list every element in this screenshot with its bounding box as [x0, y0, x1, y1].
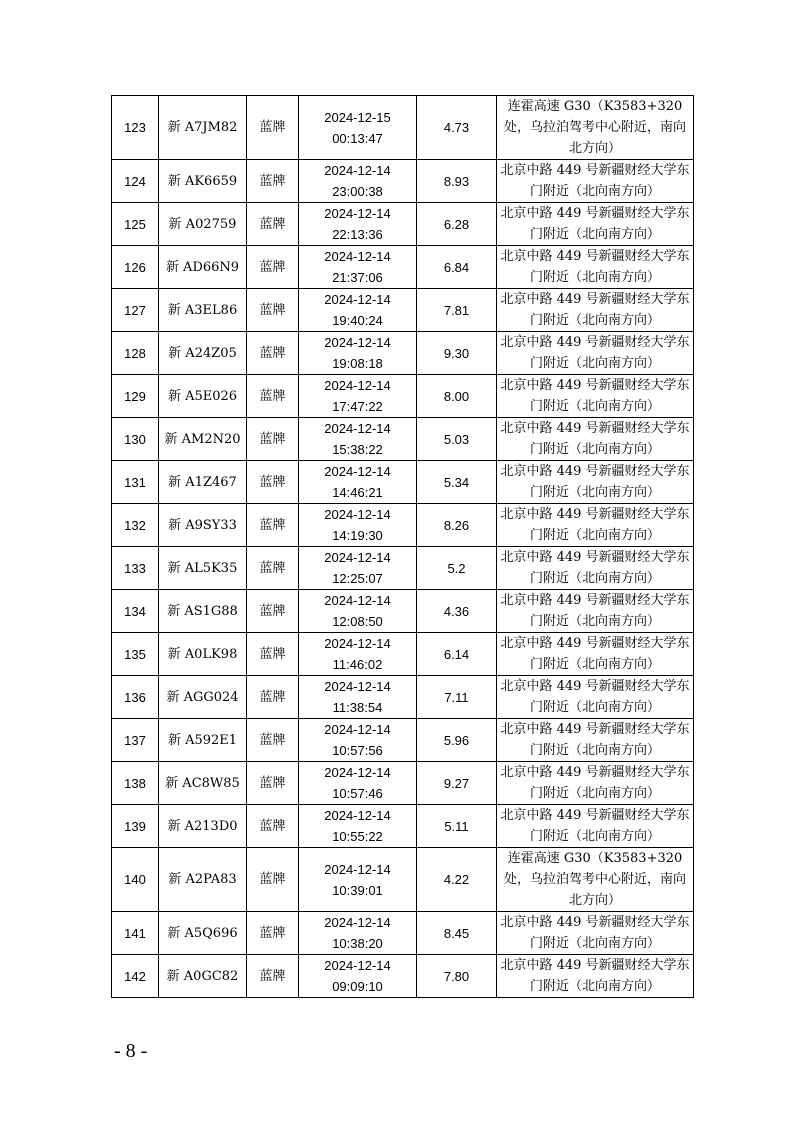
table-row [112, 203, 694, 246]
datetime-cell [299, 332, 417, 375]
location-cell: 北京中路 449 号新疆财经大学东门附近（北向南方向） [497, 547, 694, 590]
row-number-cell: 129 [112, 375, 159, 418]
plate-number-cell: 新 A5E026 [159, 375, 247, 418]
datetime-cell [299, 461, 417, 504]
row-number-cell: 139 [112, 805, 159, 848]
row-number-cell: 141 [112, 912, 159, 955]
value-cell: 9.27 [417, 762, 497, 805]
row-number-cell: 137 [112, 719, 159, 762]
datetime-cell [299, 805, 417, 848]
table-row [112, 633, 694, 676]
plate-color-cell: 蓝牌 [247, 375, 299, 418]
location-cell: 北京中路 449 号新疆财经大学东门附近（北向南方向） [497, 332, 694, 375]
plate-number-cell: 新 AC8W85 [159, 762, 247, 805]
location-cell: 北京中路 449 号新疆财经大学东门附近（北向南方向） [497, 160, 694, 203]
datetime-cell [299, 246, 417, 289]
row-number-cell: 125 [112, 203, 159, 246]
location-cell: 北京中路 449 号新疆财经大学东门附近（北向南方向） [497, 719, 694, 762]
table-row [112, 848, 694, 912]
table-row [112, 332, 694, 375]
date-text: 2024-12-14 [324, 915, 391, 930]
datetime-cell [299, 955, 417, 998]
location-cell: 北京中路 449 号新疆财经大学东门附近（北向南方向） [497, 590, 694, 633]
value-cell: 6.28 [417, 203, 497, 246]
plate-number-cell: 新 A1Z467 [159, 461, 247, 504]
plate-color-cell: 蓝牌 [247, 203, 299, 246]
plate-number-cell: 新 A0GC82 [159, 955, 247, 998]
table-row [112, 246, 694, 289]
plate-color-cell: 蓝牌 [247, 332, 299, 375]
table-row [112, 805, 694, 848]
plate-number-cell: 新 A213D0 [159, 805, 247, 848]
plate-color-cell: 蓝牌 [247, 246, 299, 289]
date-text: 2024-12-14 [324, 378, 391, 393]
value-cell: 7.81 [417, 289, 497, 332]
date-text: 2024-12-14 [324, 636, 391, 651]
value-cell: 9.30 [417, 332, 497, 375]
table-row [112, 418, 694, 461]
plate-number-cell: 新 A24Z05 [159, 332, 247, 375]
plate-color-cell: 蓝牌 [247, 96, 299, 160]
plate-number-cell: 新 A7JM82 [159, 96, 247, 160]
datetime-cell [299, 375, 417, 418]
time-text: 11:46:02 [332, 657, 383, 672]
table-row [112, 912, 694, 955]
value-cell: 5.34 [417, 461, 497, 504]
location-cell: 北京中路 449 号新疆财经大学东门附近（北向南方向） [497, 912, 694, 955]
row-number-cell: 132 [112, 504, 159, 547]
time-text: 23:00:38 [332, 184, 383, 199]
plate-color-cell: 蓝牌 [247, 762, 299, 805]
table-row [112, 504, 694, 547]
plate-number-cell: 新 AS1G88 [159, 590, 247, 633]
date-text: 2024-12-14 [324, 206, 391, 221]
table-row [112, 289, 694, 332]
time-text: 10:39:01 [332, 882, 383, 898]
plate-color-cell: 蓝牌 [247, 461, 299, 504]
location-cell: 北京中路 449 号新疆财经大学东门附近（北向南方向） [497, 289, 694, 332]
row-number-cell: 138 [112, 762, 159, 805]
value-cell: 8.93 [417, 160, 497, 203]
plate-number-cell: 新 A9SY33 [159, 504, 247, 547]
violation-records-table [111, 95, 694, 998]
row-number-cell: 131 [112, 461, 159, 504]
plate-color-cell: 蓝牌 [247, 719, 299, 762]
plate-number-cell: 新 AD66N9 [159, 246, 247, 289]
value-cell: 8.00 [417, 375, 497, 418]
time-text: 19:08:18 [332, 356, 383, 371]
value-cell: 5.11 [417, 805, 497, 848]
value-cell: 7.11 [417, 676, 497, 719]
row-number-cell: 130 [112, 418, 159, 461]
value-cell: 6.84 [417, 246, 497, 289]
date-text: 2024-12-14 [324, 679, 391, 694]
datetime-cell [299, 504, 417, 547]
value-cell: 4.22 [417, 848, 497, 912]
table-body [112, 96, 694, 998]
datetime-cell [299, 96, 417, 160]
datetime-cell [299, 289, 417, 332]
plate-color-cell: 蓝牌 [247, 160, 299, 203]
plate-color-cell: 蓝牌 [247, 289, 299, 332]
datetime-cell [299, 762, 417, 805]
datetime-cell [299, 547, 417, 590]
plate-color-cell: 蓝牌 [247, 848, 299, 912]
row-number-cell: 124 [112, 160, 159, 203]
value-cell: 5.96 [417, 719, 497, 762]
plate-number-cell: 新 A592E1 [159, 719, 247, 762]
time-text: 11:38:54 [332, 700, 383, 715]
location-cell: 连霍高速 G30（K3583+320 处，乌拉泊驾考中心附近，南向北方向） [497, 96, 694, 160]
plate-color-cell: 蓝牌 [247, 676, 299, 719]
value-cell: 6.14 [417, 633, 497, 676]
date-text: 2024-12-14 [324, 464, 391, 479]
value-cell: 5.2 [417, 547, 497, 590]
row-number-cell: 135 [112, 633, 159, 676]
time-text: 15:38:22 [332, 442, 383, 457]
plate-number-cell: 新 A2PA83 [159, 848, 247, 912]
location-cell: 北京中路 449 号新疆财经大学东门附近（北向南方向） [497, 246, 694, 289]
time-text: 10:38:20 [332, 936, 383, 951]
time-text: 14:19:30 [332, 528, 383, 543]
datetime-cell [299, 160, 417, 203]
table-row [112, 160, 694, 203]
time-text: 21:37:06 [332, 270, 383, 285]
table-row [112, 96, 694, 160]
location-cell: 连霍高速 G30（K3583+320 处，乌拉泊驾考中心附近，南向北方向） [497, 848, 694, 912]
plate-color-cell: 蓝牌 [247, 418, 299, 461]
time-text: 19:40:24 [332, 313, 383, 328]
plate-number-cell: 新 A0LK98 [159, 633, 247, 676]
date-text: 2024-12-14 [324, 808, 391, 823]
location-cell: 北京中路 449 号新疆财经大学东门附近（北向南方向） [497, 504, 694, 547]
plate-color-cell: 蓝牌 [247, 633, 299, 676]
date-text: 2024-12-14 [324, 421, 391, 436]
date-text: 2024-12-14 [324, 249, 391, 264]
date-text: 2024-12-14 [324, 507, 391, 522]
date-text: 2024-12-15 [324, 109, 391, 125]
date-text: 2024-12-14 [324, 765, 391, 780]
date-text: 2024-12-14 [324, 292, 391, 307]
plate-number-cell: 新 A3EL86 [159, 289, 247, 332]
datetime-cell [299, 418, 417, 461]
time-text: 14:46:21 [332, 485, 383, 500]
plate-number-cell: 新 A02759 [159, 203, 247, 246]
table-row [112, 955, 694, 998]
date-text: 2024-12-14 [324, 593, 391, 608]
datetime-cell [299, 912, 417, 955]
datetime-cell [299, 848, 417, 912]
datetime-cell [299, 633, 417, 676]
time-text: 12:25:07 [332, 571, 383, 586]
plate-color-cell: 蓝牌 [247, 912, 299, 955]
plate-color-cell: 蓝牌 [247, 547, 299, 590]
table-row [112, 590, 694, 633]
plate-number-cell: 新 AM2N20 [159, 418, 247, 461]
page-number: - 8 - [114, 1040, 148, 1062]
plate-number-cell: 新 AL5K35 [159, 547, 247, 590]
row-number-cell: 133 [112, 547, 159, 590]
row-number-cell: 136 [112, 676, 159, 719]
plate-color-cell: 蓝牌 [247, 955, 299, 998]
value-cell: 8.26 [417, 504, 497, 547]
datetime-cell [299, 676, 417, 719]
value-cell: 4.73 [417, 96, 497, 160]
row-number-cell: 134 [112, 590, 159, 633]
table-row [112, 461, 694, 504]
table-row [112, 719, 694, 762]
time-text: 09:09:10 [332, 979, 383, 994]
plate-number-cell: 新 AGG024 [159, 676, 247, 719]
plate-color-cell: 蓝牌 [247, 504, 299, 547]
table-row [112, 547, 694, 590]
row-number-cell: 128 [112, 332, 159, 375]
date-text: 2024-12-14 [324, 722, 391, 737]
location-cell: 北京中路 449 号新疆财经大学东门附近（北向南方向） [497, 805, 694, 848]
row-number-cell: 127 [112, 289, 159, 332]
value-cell: 4.36 [417, 590, 497, 633]
datetime-cell [299, 590, 417, 633]
row-number-cell: 126 [112, 246, 159, 289]
time-text: 00:13:47 [332, 130, 383, 146]
plate-number-cell: 新 AK6659 [159, 160, 247, 203]
value-cell: 8.45 [417, 912, 497, 955]
location-cell: 北京中路 449 号新疆财经大学东门附近（北向南方向） [497, 203, 694, 246]
time-text: 10:57:46 [332, 786, 383, 801]
location-cell: 北京中路 449 号新疆财经大学东门附近（北向南方向） [497, 418, 694, 461]
date-text: 2024-12-14 [324, 861, 391, 877]
table-row [112, 762, 694, 805]
value-cell: 7.80 [417, 955, 497, 998]
table-row [112, 676, 694, 719]
plate-number-cell: 新 A5Q696 [159, 912, 247, 955]
location-cell: 北京中路 449 号新疆财经大学东门附近（北向南方向） [497, 762, 694, 805]
row-number-cell: 123 [112, 96, 159, 160]
location-cell: 北京中路 449 号新疆财经大学东门附近（北向南方向） [497, 955, 694, 998]
table-row [112, 375, 694, 418]
plate-color-cell: 蓝牌 [247, 805, 299, 848]
row-number-cell: 140 [112, 848, 159, 912]
date-text: 2024-12-14 [324, 335, 391, 350]
date-text: 2024-12-14 [324, 163, 391, 178]
row-number-cell: 142 [112, 955, 159, 998]
time-text: 12:08:50 [332, 614, 383, 629]
datetime-cell [299, 719, 417, 762]
datetime-cell [299, 203, 417, 246]
date-text: 2024-12-14 [324, 958, 391, 973]
time-text: 17:47:22 [332, 399, 383, 414]
location-cell: 北京中路 449 号新疆财经大学东门附近（北向南方向） [497, 461, 694, 504]
location-cell: 北京中路 449 号新疆财经大学东门附近（北向南方向） [497, 633, 694, 676]
plate-color-cell: 蓝牌 [247, 590, 299, 633]
time-text: 22:13:36 [332, 227, 383, 242]
location-cell: 北京中路 449 号新疆财经大学东门附近（北向南方向） [497, 676, 694, 719]
time-text: 10:57:56 [332, 743, 383, 758]
time-text: 10:55:22 [332, 829, 383, 844]
location-cell: 北京中路 449 号新疆财经大学东门附近（北向南方向） [497, 375, 694, 418]
date-text: 2024-12-14 [324, 550, 391, 565]
value-cell: 5.03 [417, 418, 497, 461]
